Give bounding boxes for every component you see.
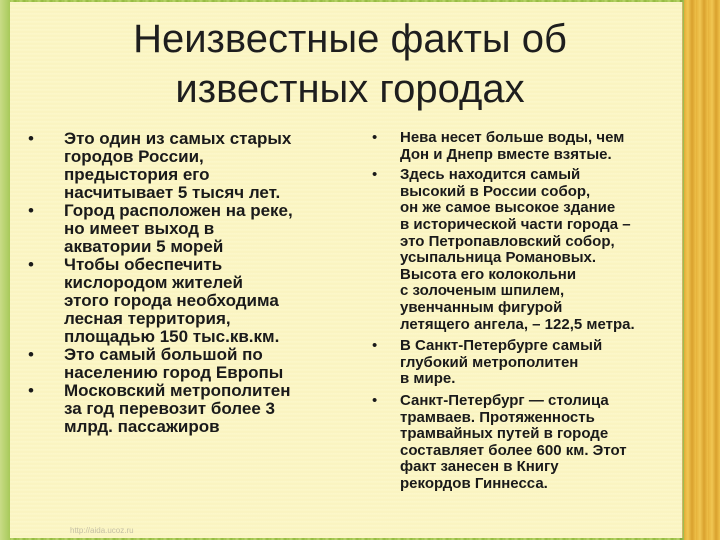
item-text-line: в мире. <box>400 370 456 388</box>
item-text-line: кислородом жителей <box>64 273 243 292</box>
item-text-line: млрд. пассажиров <box>64 417 220 436</box>
list-item <box>28 130 350 202</box>
list-item <box>28 346 350 382</box>
item-text-line: за год перевозит более 3 <box>64 399 275 418</box>
item-text-line: Московский метрополитен <box>64 381 291 400</box>
item-text-line: Нева несет больше воды, чем <box>400 129 625 146</box>
bullet-icon: • <box>28 381 34 400</box>
item-text-line: этого города необходима <box>64 291 279 310</box>
item-text-line: глубокий метрополитен <box>400 353 579 371</box>
item-text-line: высокий в России собор, <box>400 182 591 200</box>
item-text-line: с золоченым шпилем, <box>400 282 565 300</box>
item-text-line: Это один из самых старых <box>64 129 292 148</box>
bullet-icon: • <box>372 337 378 355</box>
title-line: известных городах <box>175 67 525 111</box>
item-text-line: Это самый большой по <box>64 345 263 364</box>
bullet-icon: • <box>372 129 378 146</box>
right-fact-list <box>372 130 677 492</box>
item-text-line: факт занесен в Книгу <box>400 458 559 476</box>
item-text-line: лесная территория, <box>64 309 231 328</box>
item-text-line: летящего ангела, – 122,5 метра. <box>400 315 635 333</box>
item-text-line: насчитывает 5 тысяч лет. <box>64 183 281 202</box>
item-text-line: предыстория его <box>64 165 210 184</box>
slide-title <box>80 14 620 114</box>
item-text-line: трамваев. Протяженность <box>400 408 595 426</box>
item-text-line: городов России, <box>64 147 204 166</box>
item-text-line: Город расположен на реке, <box>64 201 293 220</box>
item-text-line: трамвайных путей в городе <box>400 425 609 443</box>
bullet-icon: • <box>372 166 378 184</box>
item-text-line: составляет более 600 км. Этот <box>400 441 627 459</box>
item-text-line: Здесь находится самый <box>400 166 581 184</box>
item-text-line: рекордов Гиннесса. <box>400 474 548 492</box>
bullet-icon: • <box>372 391 378 409</box>
right-gold-panel <box>684 0 720 540</box>
item-text-line: В Санкт-Петербурге самый <box>400 337 603 355</box>
bullet-icon: • <box>28 201 34 220</box>
item-text-line: акватории 5 морей <box>64 237 224 256</box>
item-text-line: Санкт-Петербург — столица <box>400 391 609 409</box>
list-item <box>372 130 677 163</box>
item-text-line: площадью 150 тыс.кв.км. <box>64 327 280 346</box>
left-fact-list <box>28 130 350 436</box>
item-text-line: Чтобы обеспечить <box>64 255 223 274</box>
list-item <box>28 256 350 346</box>
item-text-line: увенчанным фигурой <box>400 298 563 316</box>
item-text-line: это Петропавловский собор, <box>400 232 615 250</box>
bullet-icon: • <box>28 255 34 274</box>
list-item <box>28 202 350 256</box>
list-item <box>372 393 677 493</box>
item-text-line: Дон и Днепр вместе взятые. <box>400 145 612 163</box>
item-text-line: в исторической части города – <box>400 215 631 233</box>
list-item <box>372 167 677 333</box>
item-text-line: Высота его колокольни <box>400 265 577 283</box>
item-text-line: он же самое высокое здание <box>400 199 616 217</box>
watermark-url: http://aida.ucoz.ru <box>70 526 134 535</box>
item-text-line: но имеет выход в <box>64 219 215 238</box>
bullet-icon: • <box>28 345 34 364</box>
list-item <box>28 382 350 436</box>
left-border-strip <box>0 0 10 540</box>
item-text-line: населению город Европы <box>64 363 284 382</box>
list-item <box>372 338 677 388</box>
bullet-icon: • <box>28 129 34 148</box>
title-line: Неизвестные факты об <box>133 17 567 61</box>
item-text-line: усыпальница Романовых. <box>400 249 597 267</box>
